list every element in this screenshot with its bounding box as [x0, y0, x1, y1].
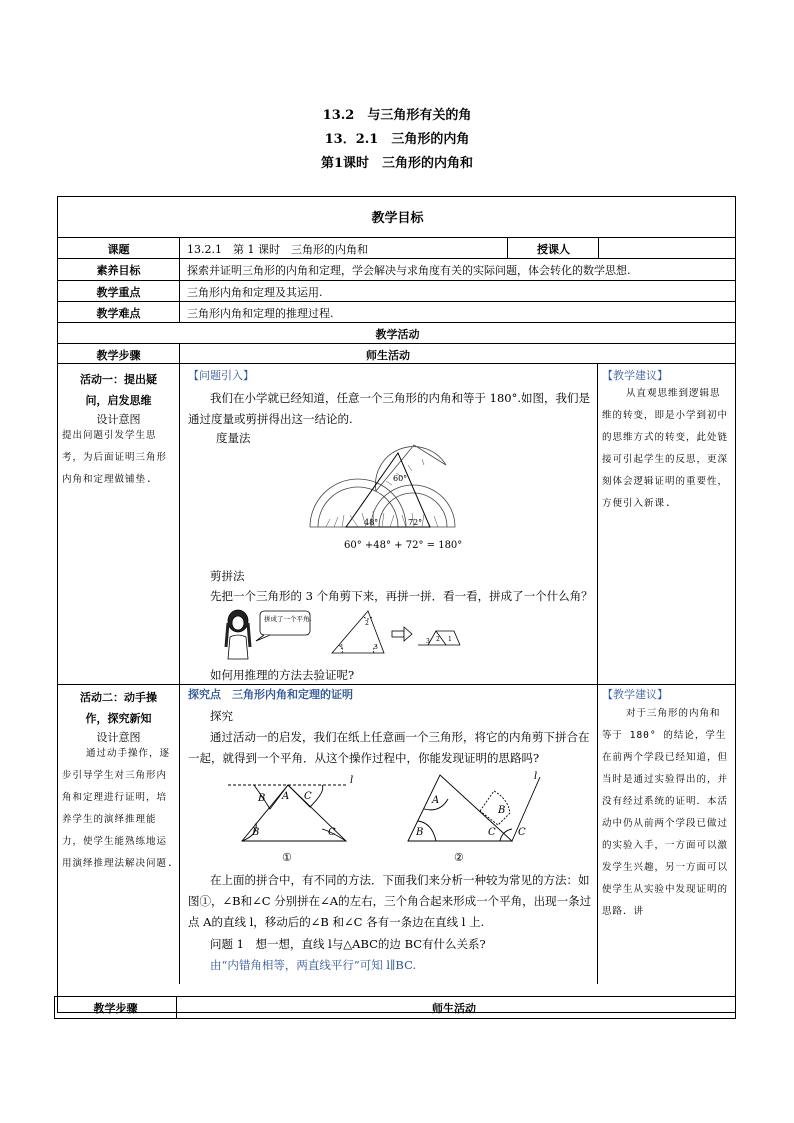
- col-steps: 教学步骤: [96, 349, 141, 362]
- activity1-para2: 先把一个三角形的 3 个角剪下来，再拼一拼．看一看，拼成了一个什么角？: [210, 589, 593, 603]
- difficult-value: 三角形内角和定理的推理过程.: [187, 307, 334, 320]
- title-section: 13.2 与三角形有关的角: [322, 108, 472, 123]
- svg-text:3: 3: [426, 638, 430, 645]
- activity2-section-tag: 探究点 三角形内角和定理的证明: [188, 688, 353, 701]
- goal-value: 探索并证明三角形的内角和定理，学会解决与求角度有关的实际问题，体会转化的数学思想.: [187, 264, 631, 277]
- fig2-b-moved: B: [498, 805, 506, 816]
- activity1-design-text: 提出问题引发学生思考，为后面证明三角形内角和定理做铺垫.: [62, 430, 168, 485]
- activity1-question: 如何用推理的方法去验证呢?: [210, 668, 355, 682]
- activity1-title-line1: 活动一：提出疑: [80, 373, 157, 386]
- proof-figures: [218, 769, 548, 865]
- key-value: 三角形内角和定理及其运用.: [187, 286, 323, 299]
- activity1-suggest-text: 从直观思维到逻辑思维的转变，即是小学到初中的思维方式的转变，此处链接可引起学生的反思，更深刻体会逻辑证明的重要性，方便引入新课.: [602, 388, 729, 509]
- activity2-title-line1: 活动二：动手操: [80, 691, 157, 704]
- speech-text: 拼成了一个平角.: [264, 615, 312, 623]
- topic-value: 13.2.1 第 1 课时 三角形的内角和: [187, 243, 368, 256]
- svg-text:2: 2: [365, 620, 369, 627]
- fig1-b-top: B: [258, 793, 266, 804]
- fig1-a: A: [282, 791, 290, 802]
- activity2-suggest-text: 对于三角形的内角和等于 180° 的结论，学生在前两个学段已经知道，但当时是通过实验得出的，并没有经过系统的证明．本活动中仍从前两个学段已做过的实验入手，一方面可以激发学生兴趣，另一方面可以使学生从实验中发现证明的思路．讲: [602, 708, 729, 917]
- angle-48-label: 48°: [364, 518, 379, 527]
- protractor-figure: [306, 435, 456, 535]
- fig2-a: A: [432, 795, 440, 806]
- activity1-design-label: 设计意图: [96, 413, 141, 426]
- title-subsection: 13．2.1 三角形的内角: [324, 132, 470, 147]
- angle-72-label: 72°: [408, 518, 423, 527]
- activity2-para1: 通过活动一的启发，我们在纸上任意画一个三角形，将它的内角剪下拼合在一起，就得到一个平角．从这个操作过程中，你能发现证明的思路吗?: [188, 730, 590, 765]
- fig1-b: B: [252, 827, 260, 838]
- fig1-c-top: C: [304, 791, 312, 802]
- activity2-design-text: 通过动手操作，逐步引导学生对三角形内角和定理进行证明，培养学生的演绎推理能力，使学生能熟练地运用演绎推理法解决问题.: [62, 748, 174, 869]
- activity2-answer: 由“内错角相等，两直线平行”可知 l∥BC.: [210, 958, 417, 972]
- lesson-table: [57, 196, 736, 1013]
- topic-label: 课题: [107, 243, 130, 256]
- activity1-section-tag: 【问题引入】: [188, 369, 254, 382]
- method-measure: 度量法: [216, 431, 251, 445]
- fig2-b: B: [416, 827, 424, 838]
- fig2-c-moved: C: [518, 827, 526, 838]
- activity2-explore: 探究: [210, 709, 233, 723]
- activity-header: 教学活动: [375, 328, 420, 341]
- cut-paste-figure: [220, 607, 520, 663]
- activity1-title: [58, 369, 179, 411]
- table-header: 教学目标: [371, 211, 424, 226]
- svg-text:1: 1: [448, 636, 452, 643]
- activity2-title-line2: 作，探究新知: [85, 712, 152, 725]
- fig2-c: C: [488, 827, 496, 838]
- col-activity: 师生活动: [366, 349, 410, 362]
- fig2-number: ②: [454, 851, 464, 864]
- svg-text:2: 2: [436, 636, 440, 643]
- activity1-para1: 我们在小学就已经知道，任意一个三角形的内角和等于 180°.如图，我们是通过度量或剪拼得出这一结论的.: [188, 391, 591, 426]
- angle-equation: 60° +48° + 72° = 180°: [344, 540, 463, 551]
- footer-col-activity: 师生活动: [432, 1002, 476, 1015]
- activity1-suggest-tag: 【教学建议】: [602, 369, 668, 382]
- angle-60-label: 60°: [393, 474, 408, 483]
- teacher-label: 授课人: [537, 243, 570, 256]
- svg-text:3: 3: [374, 644, 378, 651]
- title-lesson: 第1课时 三角形的内角和: [320, 156, 474, 171]
- activity1-title-line2: 问，启发思维: [85, 394, 152, 407]
- footer-row: [54, 996, 736, 1019]
- fig2-l-label: l: [534, 771, 538, 782]
- difficult-label: 教学难点: [96, 307, 141, 320]
- fig1-number: ①: [282, 851, 292, 864]
- goal-label: 素养目标: [96, 264, 141, 277]
- activity2-title: [58, 687, 179, 729]
- method-cut: 剪拼法: [210, 569, 245, 583]
- activity2-suggest-tag: 【教学建议】: [602, 688, 668, 701]
- activity2-para2: 在上面的拼合中，有不同的方法．下面我们来分析一种较为常见的方法：如图①，∠B和∠C 分别拼在∠A的左右，三个角合起来形成一个平角，出现一条过点 A的直线 l，移动后的∠B 和∠C 各有一条边在直线 l 上.: [188, 873, 592, 929]
- activity2-question: 问题 1 想一想，直线 l与△ABC的边 BC有什么关系?: [210, 937, 486, 951]
- svg-text:1: 1: [340, 644, 344, 651]
- key-label: 教学重点: [96, 286, 141, 299]
- activity2-design-label: 设计意图: [96, 731, 141, 744]
- fig1-l-label: l: [350, 775, 354, 786]
- fig1-c: C: [328, 827, 336, 838]
- footer-col-steps: 教学步骤: [93, 1002, 138, 1015]
